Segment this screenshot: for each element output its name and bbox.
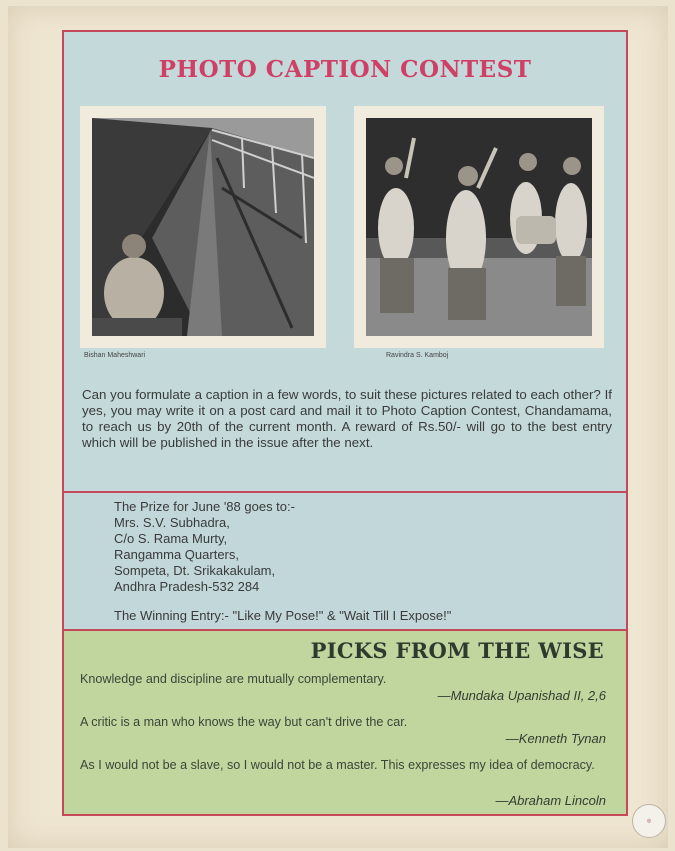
prize-line: Rangamma Quarters,	[114, 547, 239, 562]
quote-text: As I would not be a slave, so I would not be a master. This expresses my idea of democracy.	[80, 758, 595, 772]
contest-title: PHOTO CAPTION CONTEST	[158, 56, 532, 83]
photo-left	[80, 106, 326, 348]
quote-text: A critic is a man who knows the way but can't drive the car.	[80, 715, 408, 729]
photo-right	[354, 106, 604, 348]
prize-line: Andhra Pradesh-532 284	[114, 579, 260, 594]
prize-section	[64, 493, 626, 631]
prize-line: C/o S. Rama Murty,	[114, 531, 228, 546]
quote-author: —Mundaka Upanishad II, 2,6	[437, 688, 606, 703]
photo-left-credit: Bishan Maheshwari	[84, 352, 146, 359]
contest-description: Can you formulate a caption in a few words, to suit these pictures related to each other? If yes, you may write it on a post card and mail it to Photo Caption Contest, Chandamama, to reach us by 20th of the current month. A reward of Rs.50/- will go to the best entry which will be published in the issue after the next.	[82, 387, 612, 450]
picks-title: PICKS FROM THE WISE	[310, 638, 604, 663]
quote-text: Knowledge and discipline are mutually complementary.	[80, 672, 387, 686]
quote-author: —Abraham Lincoln	[495, 793, 606, 808]
stamp-logo-icon: ◎	[632, 804, 666, 838]
prize-line: The Prize for June '88 goes to:-	[114, 499, 295, 514]
quote-author: —Kenneth Tynan	[505, 731, 606, 746]
content-frame	[62, 30, 628, 816]
prize-line: Mrs. S.V. Subhadra,	[114, 515, 230, 530]
photo-right-credit: Ravindra S. Kamboj	[386, 352, 449, 359]
prize-line: Sompeta, Dt. Srikakakulam,	[114, 563, 276, 578]
photo-contest-section	[64, 32, 626, 493]
photo-right-image	[366, 118, 592, 336]
photo-left-image	[92, 118, 314, 336]
winning-entry: The Winning Entry:- "Like My Pose!" & "Wait Till I Expose!"	[114, 608, 452, 623]
picks-section	[64, 631, 626, 814]
